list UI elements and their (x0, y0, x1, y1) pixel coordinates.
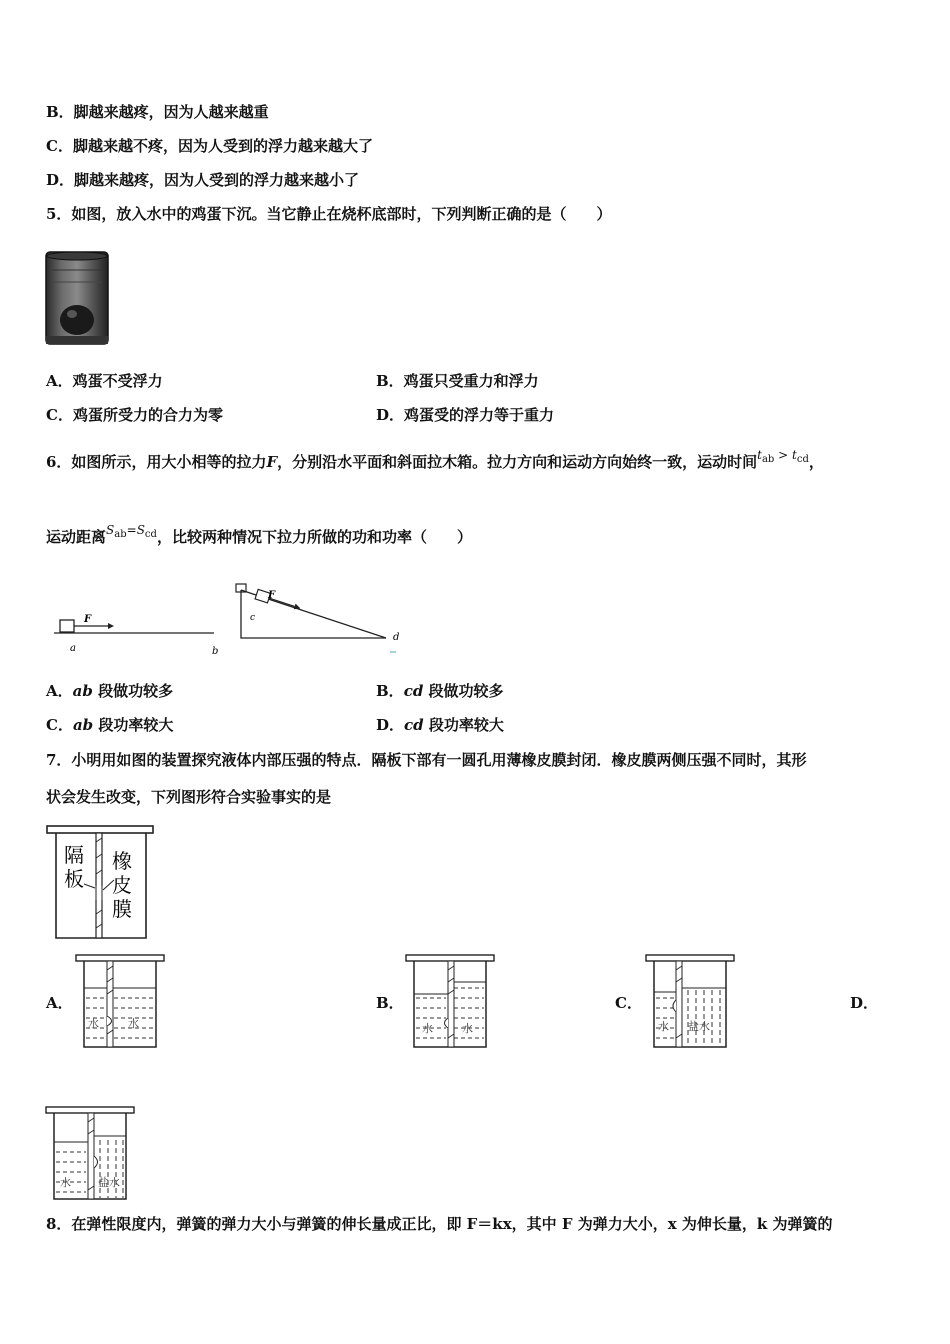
label-water-left-d: 水 (60, 1176, 71, 1189)
q7-option-a-diagram (76, 954, 166, 1050)
label-saltwater-right-c: 盐水 (688, 1020, 710, 1033)
q5-option-a: A．鸡蛋不受浮力 (46, 372, 163, 390)
q6-stem-line1: 6．如图所示，用大小相等的拉力F，分别沿水平面和斜面拉木箱。拉力方向和运动方向始终一致，运动时间$^{t_{ab} > t_{cd}}$， (46, 448, 824, 471)
q5-option-c: C．鸡蛋所受力的合力为零 (46, 406, 223, 424)
q6-option-c: C．ab 段功率较大 (46, 716, 174, 734)
q7-stem-line2: 状会发生改变，下列图形符合实验事实的是 (46, 788, 332, 806)
q4-option-b: B．脚越来越疼，因为人越来越重 (46, 103, 269, 121)
q5-option-b: B．鸡蛋只受重力和浮力 (376, 372, 539, 390)
label-saltwater-right-d: 盐水 (98, 1176, 120, 1189)
egg-beaker-photo (44, 250, 110, 346)
q4-option-c: C．脚越来越不疼，因为人受到的浮力越来越大了 (46, 137, 373, 155)
q6-option-d: D．cd 段功率较大 (376, 716, 504, 734)
label-water-left-a: 水 (88, 1017, 99, 1030)
q6-horizontal-figure (48, 606, 228, 658)
q6-stem-line2: 运动距离$^{S_{ab}=S_{cd}}$，比较两种情况下拉力所做的功和功率（ ） (46, 523, 472, 546)
q6-stem-part2: ，分别沿水平面和斜面拉木箱。拉力方向和运动方向始终一致，运动时间 (277, 453, 758, 471)
q7-option-d-diagram (46, 1106, 136, 1202)
q8-stem: 8．在弹性限度内，弹簧的弹力大小与弹簧的伸长量成正比，即 F＝kx，其中 F 为弹力大小，x 为伸长量，k 为弹簧的 (46, 1215, 833, 1233)
q5-stem: 5．如图，放入水中的鸡蛋下沉。当它静止在烧杯底部时，下列判断正确的是（ ） (46, 205, 612, 223)
label-c: c (250, 613, 256, 623)
q7-option-d-letter: D． (850, 994, 879, 1012)
label-water-right-a: 水 (128, 1017, 139, 1030)
time-inequality: tab > tcd (757, 448, 809, 465)
force-symbol: F (266, 453, 278, 471)
label-a: a (70, 643, 76, 654)
label-water-left-b: 水 (422, 1022, 433, 1035)
label-f-horizontal: F (84, 614, 92, 625)
label-f-incline: F (268, 590, 276, 601)
q7-option-c-diagram (646, 954, 736, 1050)
distance-equality: Sab=Scd (106, 523, 157, 540)
label-rubber-1: 橡 (112, 849, 132, 873)
label-b: b (212, 646, 219, 657)
label-partition-2: 板 (64, 867, 84, 891)
q7-apparatus-diagram (46, 824, 156, 942)
label-d: d (393, 632, 400, 643)
q7-option-b-letter: B． (376, 994, 404, 1012)
q7-stem-line1: 7．小明用如图的装置探究液体内部压强的特点．隔板下部有一圆孔用薄橡皮膜封闭．橡皮膜两侧压强不同时，其形 (46, 751, 807, 769)
q5-option-d: D．鸡蛋受的浮力等于重力 (376, 406, 555, 424)
label-partition-1: 隔 (64, 843, 84, 867)
q7-option-b-diagram (406, 954, 496, 1050)
q7-option-c-letter: C． (615, 994, 642, 1012)
q6-option-b: B．cd 段做功较多 (376, 682, 504, 700)
label-rubber-3: 膜 (112, 897, 132, 921)
label-water-left-c: 水 (658, 1020, 669, 1033)
q6-option-a: A．ab 段做功较多 (46, 682, 174, 700)
q6-stem-part1: 6．如图所示，用大小相等的拉力 (46, 453, 267, 471)
label-water-right-b: 水 (462, 1022, 473, 1035)
q7-option-a-letter: A． (46, 994, 73, 1012)
label-rubber-2: 皮 (112, 873, 132, 897)
q6-incline-figure (236, 584, 412, 658)
q4-option-d: D．脚越来越疼，因为人受到的浮力越来越小了 (46, 171, 360, 189)
